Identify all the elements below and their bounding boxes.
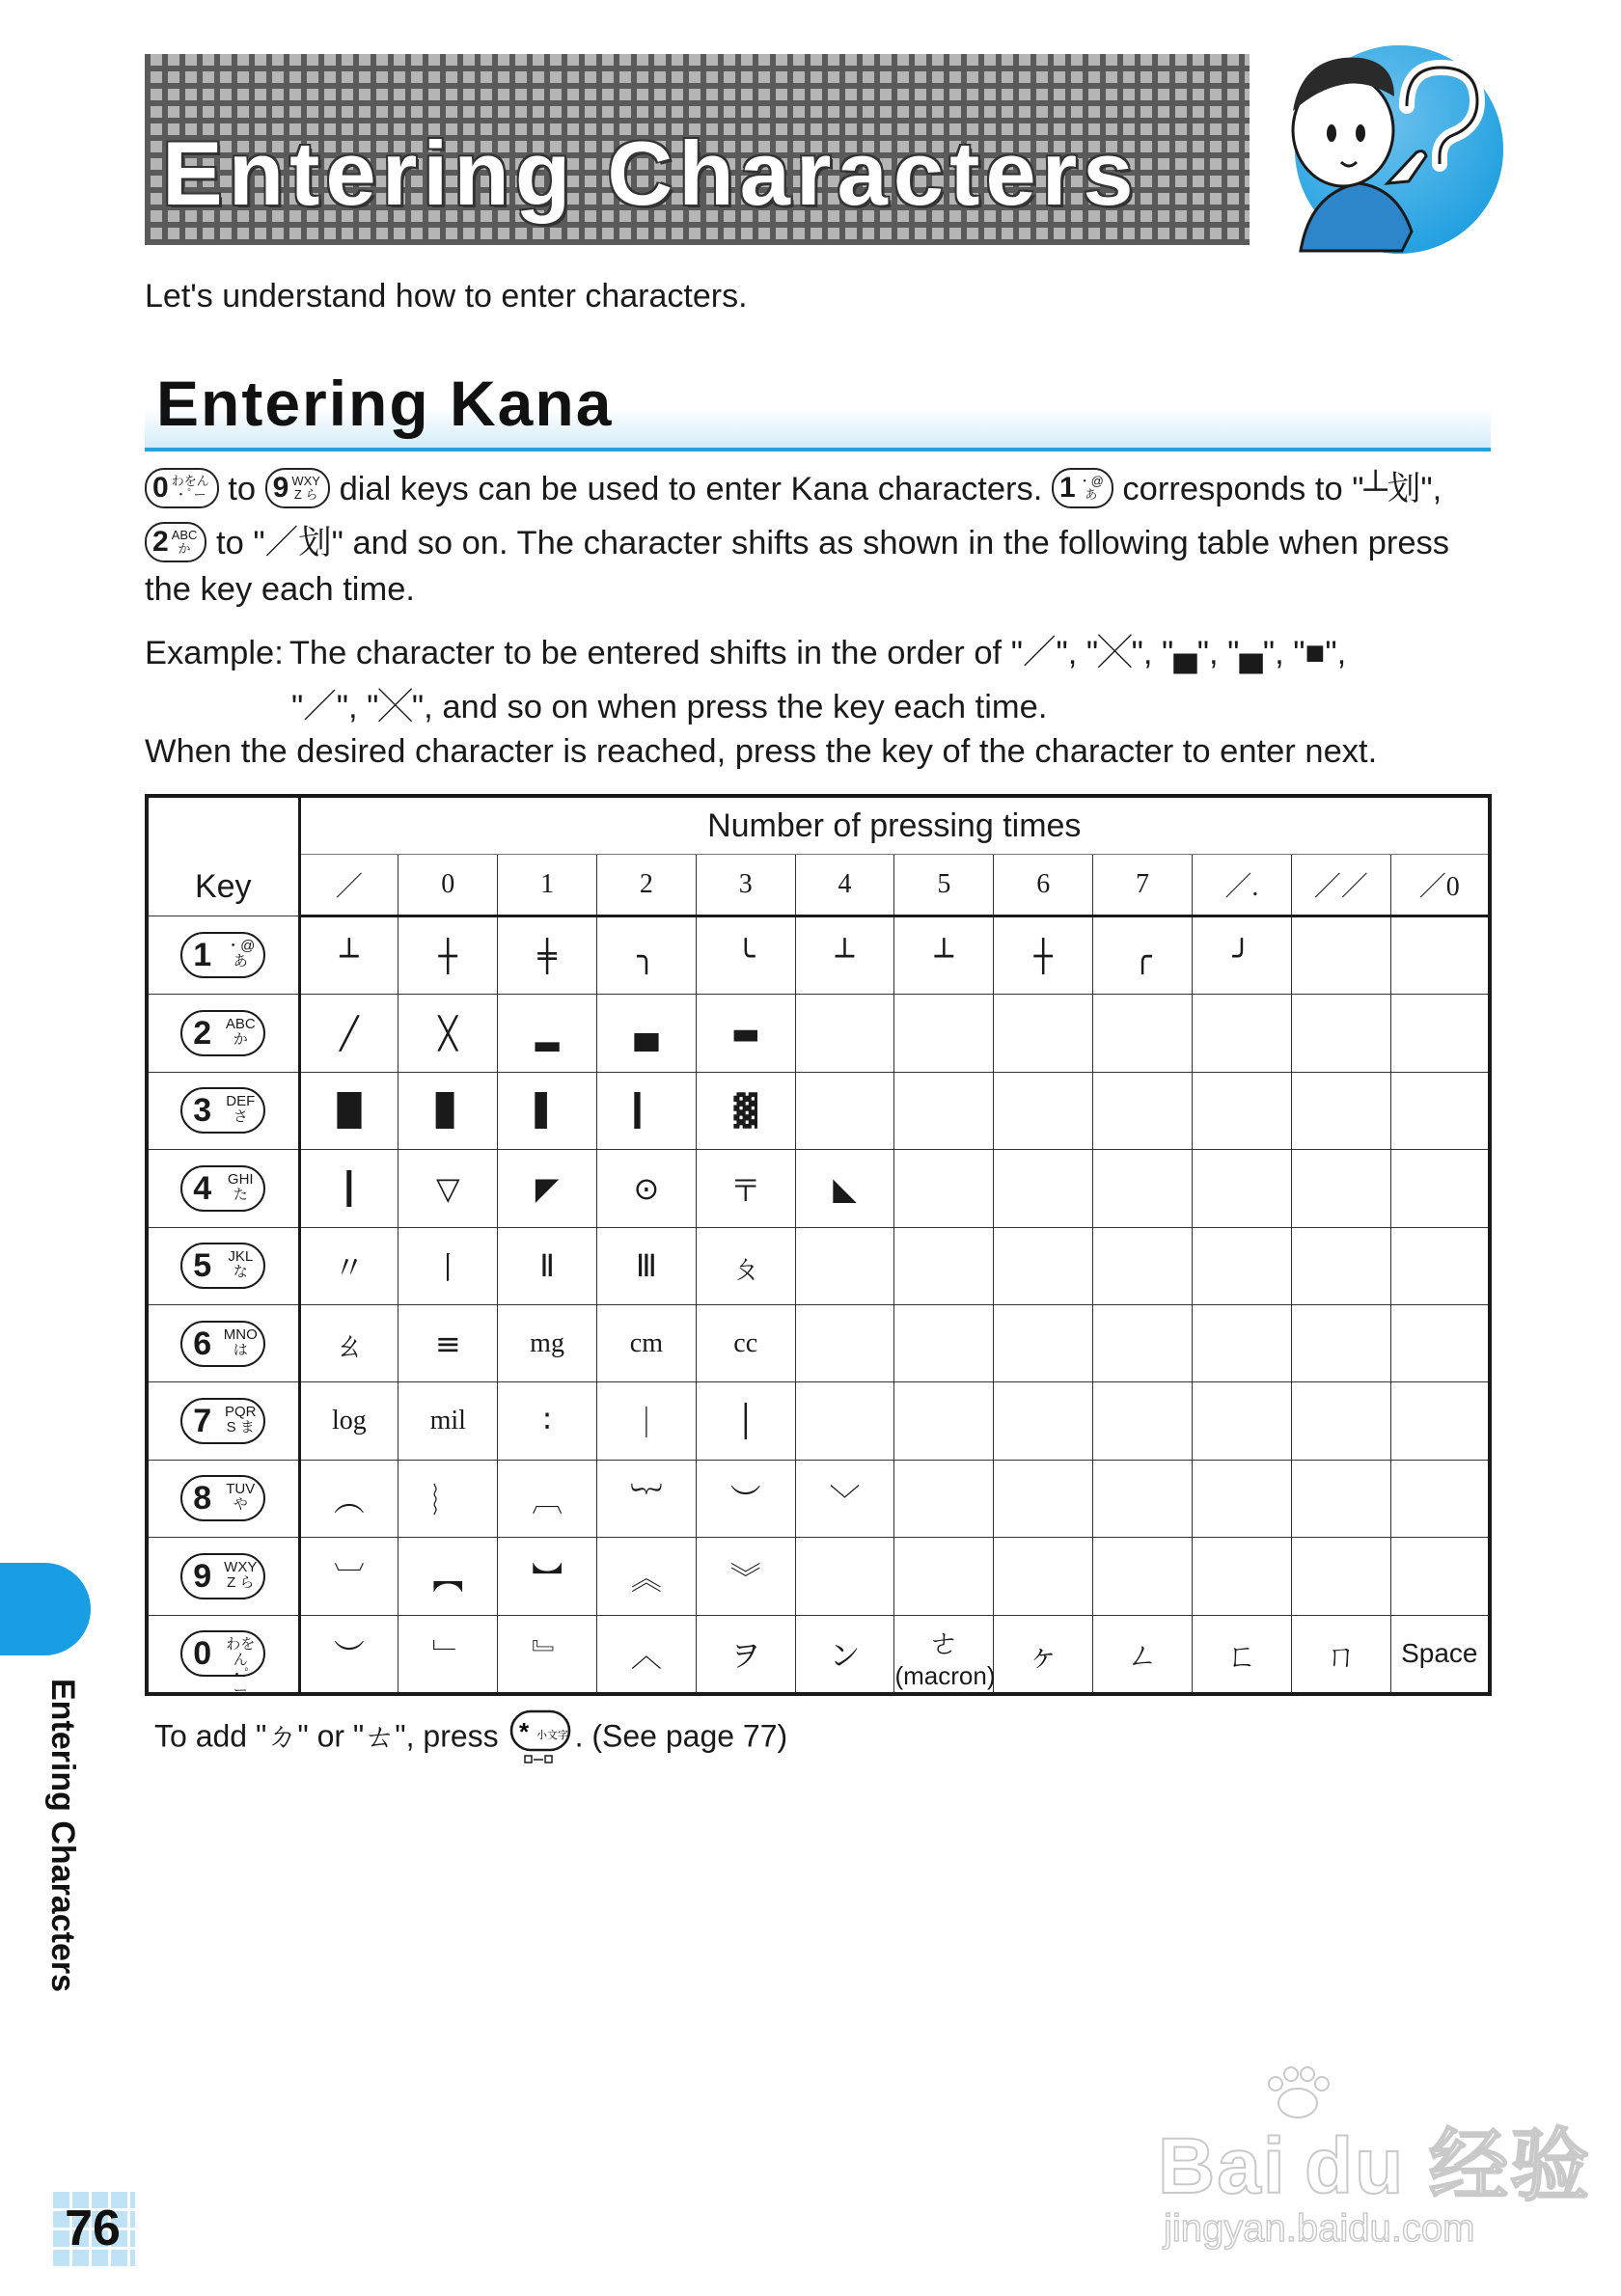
- char-cell: mg: [498, 1304, 597, 1381]
- char-cell: [894, 1304, 994, 1381]
- char-cell: ヶ: [994, 1615, 1093, 1694]
- row-key-cell: [147, 1227, 299, 1304]
- char-cell: [795, 995, 894, 1072]
- char-cell: ︵: [299, 1460, 398, 1537]
- char-cell: [1192, 1227, 1291, 1304]
- key-2-icon: 2 ABC か: [180, 1010, 265, 1056]
- char-cell: [894, 1072, 994, 1149]
- char-cell: [1093, 1150, 1193, 1227]
- char-cell: 〃: [299, 1227, 398, 1304]
- char-cell: ㄆ: [696, 1227, 795, 1304]
- key-0-icon: 0 わをん ・ﾟー: [145, 468, 219, 508]
- char-cell: [1390, 1227, 1490, 1304]
- char-cell: [994, 1227, 1093, 1304]
- char-cell: ╪: [498, 916, 597, 995]
- key-1-icon: 1 ・@ あ: [180, 932, 265, 978]
- baidu-watermark: [1158, 2064, 1591, 2257]
- char-cell: ｜: [596, 1382, 696, 1460]
- char-cell: ︼: [498, 1538, 597, 1615]
- column-header-9: ／.: [1192, 855, 1291, 916]
- char-cell: [795, 1227, 894, 1304]
- char-cell: log: [299, 1382, 398, 1460]
- char-cell: ﹂: [398, 1615, 498, 1694]
- char-cell: [994, 1538, 1093, 1615]
- char-cell: [1291, 1460, 1390, 1537]
- char-cell: [894, 1150, 994, 1227]
- char-cell: ㄇ: [1291, 1615, 1390, 1694]
- char-cell: ︻: [398, 1538, 498, 1615]
- char-cell: ㄥ: [1093, 1615, 1193, 1694]
- char-cell: [1291, 1382, 1390, 1460]
- char-cell: mil: [398, 1382, 498, 1460]
- paragraph-example-cont: "／", "╳", and so on when press the key each time.: [291, 689, 1048, 725]
- char-cell: [1192, 1150, 1291, 1227]
- column-header-7: 6: [994, 855, 1093, 916]
- column-header-3: 2: [596, 855, 696, 916]
- char-cell: ヲ: [696, 1615, 795, 1694]
- table-row: [147, 1150, 1490, 1227]
- char-cell: [795, 1382, 894, 1460]
- key-8-icon: 8 TUV や: [180, 1475, 265, 1521]
- key-0-icon: 0 わをん ・ﾟー: [180, 1630, 265, 1677]
- mascot-question-illustration: [1264, 19, 1505, 260]
- char-cell: Space: [1390, 1615, 1490, 1694]
- table-row: [147, 1538, 1490, 1615]
- char-cell: [1291, 916, 1390, 995]
- char-cell: [894, 1227, 994, 1304]
- char-cell: [994, 1460, 1093, 1537]
- char-cell: 〒: [696, 1150, 795, 1227]
- row-key-cell: [147, 1538, 299, 1615]
- table-row: [147, 1227, 1490, 1304]
- char-cell: Ⅲ: [596, 1227, 696, 1304]
- char-cell: cm: [596, 1304, 696, 1381]
- character-shift-table: [145, 794, 1492, 1700]
- intro-text: Let's understand how to enter characters.: [145, 278, 748, 314]
- row-key-cell: [147, 1382, 299, 1460]
- row-key-cell: [147, 1304, 299, 1381]
- char-cell: ◤: [498, 1150, 597, 1227]
- row-key-cell: [147, 1460, 299, 1537]
- column-header-1: 0: [398, 855, 498, 916]
- char-cell: ﹀: [795, 1460, 894, 1537]
- section-side-tab: [0, 1563, 91, 1655]
- title-banner: [145, 54, 1250, 245]
- char-cell: ┼: [398, 916, 498, 995]
- column-header-8: 7: [1093, 855, 1193, 916]
- char-cell: █: [299, 1072, 398, 1149]
- section-header: [145, 359, 1491, 451]
- paragraph-line-1: 0 わをん ・ﾟー to 9 WXY Z ら dial keys can be used to enter Kana characters. 1 ・@ あ corresponds to "┴划",: [145, 461, 1442, 511]
- char-cell: [795, 1538, 894, 1615]
- char-cell: [994, 1382, 1093, 1460]
- char-cell: ┼: [994, 916, 1093, 995]
- char-cell: [1390, 1150, 1490, 1227]
- table-row: [147, 1382, 1490, 1460]
- key-5-icon: 5 JKL な: [180, 1243, 265, 1289]
- char-cell: ┃: [299, 1150, 398, 1227]
- key-2-icon: 2 ABC か: [145, 522, 206, 562]
- char-cell: ︾: [696, 1538, 795, 1615]
- char-cell: ┴: [299, 916, 398, 995]
- char-cell: ╰: [696, 916, 795, 995]
- char-cell: [1093, 1304, 1193, 1381]
- column-header-11: ／0: [1390, 855, 1490, 916]
- char-cell: ︺: [299, 1538, 398, 1615]
- side-section-label: Entering Characters: [44, 1679, 81, 1992]
- watermark-url: jingyan.baidu.com: [1164, 2207, 1475, 2250]
- char-cell: ╭: [1093, 916, 1193, 995]
- char-cell: ▄: [596, 995, 696, 1072]
- char-cell: ㄈ: [1192, 1615, 1291, 1694]
- table-npt-header: Number of pressing times: [299, 796, 1490, 855]
- char-cell: ︶: [299, 1615, 398, 1694]
- char-cell: │: [696, 1382, 795, 1460]
- char-cell: ╱: [299, 995, 398, 1072]
- column-header-4: 3: [696, 855, 795, 916]
- char-cell: [1093, 1460, 1193, 1537]
- paragraph-line-6: When the desired character is reached, press the key of the character to enter next.: [145, 733, 1378, 770]
- char-cell: [994, 995, 1093, 1072]
- char-cell: ▊: [398, 1072, 498, 1149]
- char-cell: ∶: [498, 1382, 597, 1460]
- char-cell: [894, 995, 994, 1072]
- char-cell: [795, 1072, 894, 1149]
- row-key-cell: [147, 995, 299, 1072]
- key-1-icon: 1 ・@ あ: [1052, 468, 1113, 508]
- char-cell: [894, 1460, 994, 1537]
- char-cell: ┴: [795, 916, 894, 995]
- char-cell: [795, 1304, 894, 1381]
- column-header-10: ／／: [1291, 855, 1390, 916]
- table-row: [147, 1460, 1490, 1537]
- char-cell: ン: [795, 1615, 894, 1694]
- row-key-cell: [147, 1615, 299, 1700]
- char-cell: [1093, 1538, 1193, 1615]
- key-9-icon: 9 WXY Z ら: [180, 1553, 265, 1599]
- char-cell: ㄠ: [299, 1304, 398, 1381]
- table-row: [147, 1615, 1490, 1694]
- key-4-icon: 4 GHI た: [180, 1165, 265, 1212]
- char-cell: ▌: [498, 1072, 597, 1149]
- char-cell: [894, 1538, 994, 1615]
- char-cell: ︽: [596, 1538, 696, 1615]
- paragraph-line-3: the key each time.: [145, 571, 415, 608]
- char-cell: [1093, 995, 1193, 1072]
- table-row: [147, 1072, 1490, 1149]
- char-cell: ▽: [398, 1150, 498, 1227]
- char-cell: ⊙: [596, 1150, 696, 1227]
- char-cell: [994, 1304, 1093, 1381]
- char-cell: ≡: [398, 1304, 498, 1381]
- char-cell: ◣: [795, 1150, 894, 1227]
- char-cell: [1390, 995, 1490, 1072]
- char-cell: 丨: [398, 1227, 498, 1304]
- char-cell: [1192, 1072, 1291, 1149]
- svg-text:小文字: 小文字: [536, 1729, 568, 1741]
- char-cell: ▂: [498, 995, 597, 1072]
- macron-note: (macron): [894, 1661, 996, 1691]
- star-key-icon: [508, 1709, 575, 1767]
- char-cell: [994, 1150, 1093, 1227]
- svg-text:*: *: [518, 1717, 529, 1746]
- footnote: To add "ㄉ" or "ㄊ", press * 小文字 . (See page 77): [154, 1709, 787, 1767]
- char-cell: ╳: [398, 995, 498, 1072]
- char-cell: [1390, 1072, 1490, 1149]
- char-cell: ╯: [1192, 916, 1291, 995]
- char-cell: [894, 1382, 994, 1460]
- char-cell: ︿: [596, 1615, 696, 1694]
- column-header-5: 4: [795, 855, 894, 916]
- char-cell: [1291, 1150, 1390, 1227]
- char-cell: [1291, 1304, 1390, 1381]
- char-cell: [1192, 1304, 1291, 1381]
- key-9-icon: 9 WXY Z ら: [265, 468, 330, 508]
- page-number: 76: [65, 2200, 121, 2256]
- char-cell: ▬: [696, 995, 795, 1072]
- char-cell: [994, 1072, 1093, 1149]
- char-cell: ︸: [596, 1460, 696, 1537]
- char-cell: ╮: [596, 916, 696, 995]
- table-key-header: Key: [147, 796, 299, 916]
- char-cell: [1093, 1382, 1193, 1460]
- char-cell: ﹄: [498, 1615, 597, 1694]
- char-cell: [1192, 1382, 1291, 1460]
- column-header-6: 5: [894, 855, 994, 916]
- char-cell: [1390, 1304, 1490, 1381]
- char-cell: [1192, 995, 1291, 1072]
- char-cell: [1390, 1382, 1490, 1460]
- table-row: [147, 1304, 1490, 1381]
- key-3-icon: 3 DEF さ: [180, 1087, 265, 1134]
- char-cell: [1192, 1460, 1291, 1537]
- column-header-0: ／: [299, 855, 398, 916]
- key-6-icon: 6 MNO は: [180, 1321, 265, 1367]
- char-cell: Ⅱ: [498, 1227, 597, 1304]
- char-cell: ︴: [398, 1460, 498, 1537]
- char-cell: ▎: [596, 1072, 696, 1149]
- char-cell: [1093, 1072, 1193, 1149]
- char-cell: [1390, 1460, 1490, 1537]
- page-number-box: [50, 2192, 135, 2269]
- char-cell: [1291, 1072, 1390, 1149]
- row-key-cell: [147, 1150, 299, 1227]
- row-key-cell: [147, 916, 299, 995]
- row-key-cell: [147, 1072, 299, 1149]
- table-row: [147, 995, 1490, 1072]
- paragraph-line-2: 2 ABC か to "／划" and so on. The character shifts as shown in the following table when press: [145, 515, 1449, 565]
- char-cell: [1390, 1538, 1490, 1615]
- page-title: Entering Characters: [162, 123, 1140, 224]
- char-cell: ┴: [894, 916, 994, 995]
- section-title: Entering Kana: [156, 368, 614, 439]
- char-cell: ▓: [696, 1072, 795, 1149]
- char-cell: cc: [696, 1304, 795, 1381]
- char-cell: [1093, 1227, 1193, 1304]
- char-cell: ︹: [498, 1460, 597, 1537]
- watermark-main: Bai du 经验: [1158, 2122, 1591, 2210]
- char-cell: ㄜ (macron): [894, 1615, 994, 1694]
- char-cell: [1291, 1538, 1390, 1615]
- char-cell: [1291, 995, 1390, 1072]
- char-cell: [1291, 1227, 1390, 1304]
- char-cell: ︶: [696, 1460, 795, 1537]
- key-7-icon: 7 PQR S ま: [180, 1398, 265, 1444]
- column-header-2: 1: [498, 855, 597, 916]
- char-cell: [1390, 916, 1490, 995]
- paragraph-example: Example: The character to be entered shifts in the order of "／", "╳", "▄", "▄", "■",: [145, 635, 1347, 671]
- table-row: [147, 916, 1490, 995]
- char-cell: [1192, 1538, 1291, 1615]
